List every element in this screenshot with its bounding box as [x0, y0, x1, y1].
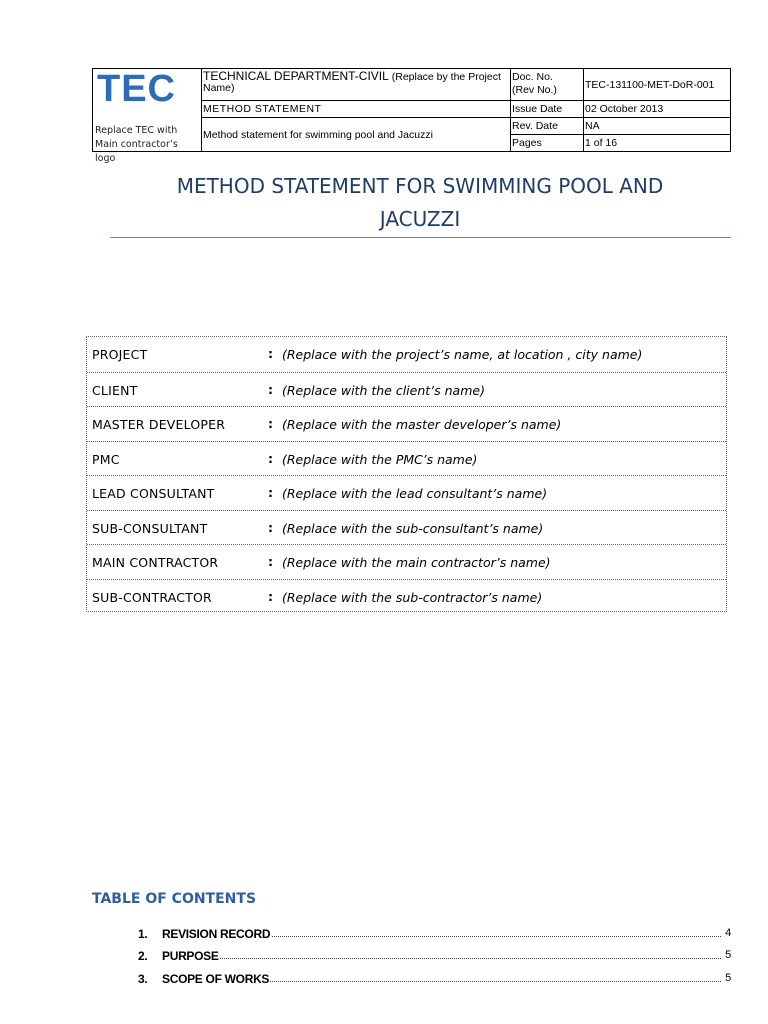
info-label: MASTER DEVELOPER: [92, 417, 226, 432]
logo-area: [93, 68, 201, 164]
toc-title[interactable]: PURPOSE: [162, 949, 219, 963]
toc-entry[interactable]: [138, 927, 731, 943]
info-value: (Replace with the PMC’s name): [282, 451, 478, 467]
pages-label: Pages: [512, 137, 542, 149]
info-colon: :: [268, 519, 273, 535]
info-value: (Replace with the main contractor’s name): [282, 555, 551, 570]
info-value: (Replace with the sub-consultant’s name): [282, 520, 544, 536]
issue-date-label: Issue Date: [512, 103, 563, 115]
info-colon: :: [268, 416, 273, 431]
info-row-master-developer: [87, 406, 726, 441]
doc-type: METHOD STATEMENT: [203, 103, 322, 115]
toc-number: 3.: [138, 972, 148, 986]
toc-heading: TABLE OF CONTENTS: [92, 891, 257, 907]
info-label: PROJECT: [92, 347, 148, 362]
toc-leader-dots: [162, 958, 721, 959]
info-label: SUB-CONTRACTOR: [92, 589, 212, 605]
info-label: SUB-CONSULTANT: [92, 520, 208, 536]
doc-no-value: TEC-131100-MET-DoR-001: [585, 79, 715, 91]
info-row-main-contractor: [87, 544, 726, 579]
info-row-sub-consultant: [87, 510, 726, 545]
toc-page-number: 5: [725, 949, 731, 961]
info-colon: :: [268, 450, 273, 466]
doc-no-label: Doc. No. (Rev No.): [512, 71, 557, 96]
info-value: (Replace with the lead consultant’s name): [282, 486, 548, 501]
doc-subject: Method statement for swimming pool and Jacuzzi: [203, 129, 433, 141]
company-logo: TEC: [97, 68, 176, 110]
document-header: [92, 68, 731, 164]
toc-title[interactable]: REVISION RECORD: [162, 927, 271, 941]
rev-date-label: Rev. Date: [512, 120, 558, 132]
toc-page-number: 5: [725, 972, 731, 984]
rev-date-value: NA: [585, 120, 600, 132]
info-value: (Replace with the client’s name): [282, 382, 485, 398]
info-row-pmc: [87, 441, 726, 476]
title-divider: [110, 237, 731, 238]
toc-entry[interactable]: [138, 972, 731, 988]
project-info-table: [86, 336, 727, 612]
pages-value: 1 of 16: [585, 137, 618, 149]
info-value: (Replace with the master developer’s name): [282, 417, 562, 432]
info-label: LEAD CONSULTANT: [92, 486, 215, 501]
toc-number: 1.: [138, 927, 148, 941]
info-row-lead-consultant: [87, 475, 726, 510]
info-row-client: [87, 372, 726, 407]
toc-entry[interactable]: [138, 949, 731, 965]
issue-date-value: 02 October 2013: [585, 103, 664, 115]
info-colon: :: [268, 554, 273, 569]
info-label: PMC: [92, 451, 120, 467]
toc-page-number: 4: [725, 927, 731, 939]
department-cell: [203, 71, 508, 99]
info-value: (Replace with the sub-contractor’s name): [282, 589, 543, 605]
info-value: (Replace with the project’s name, at location , city name): [282, 347, 643, 362]
info-colon: :: [268, 485, 273, 500]
info-colon: :: [268, 588, 273, 604]
info-colon: :: [268, 381, 273, 397]
document-title: METHOD STATEMENT FOR SWIMMING POOL AND JACUZZI: [176, 174, 664, 231]
department-note: (Replace by the Project Name): [203, 71, 501, 94]
info-label: MAIN CONTRACTOR: [92, 555, 219, 570]
toc-title[interactable]: SCOPE OF WORKS: [162, 972, 270, 986]
info-label: CLIENT: [92, 382, 138, 398]
department-name: TECHNICAL DEPARTMENT-CIVIL: [203, 69, 389, 83]
info-row-project: [87, 337, 726, 372]
info-colon: :: [268, 346, 273, 361]
logo-note: Replace TEC with Main contractor’s logo: [95, 125, 178, 164]
info-row-sub-contractor: [87, 579, 726, 614]
toc-number: 2.: [138, 949, 148, 963]
